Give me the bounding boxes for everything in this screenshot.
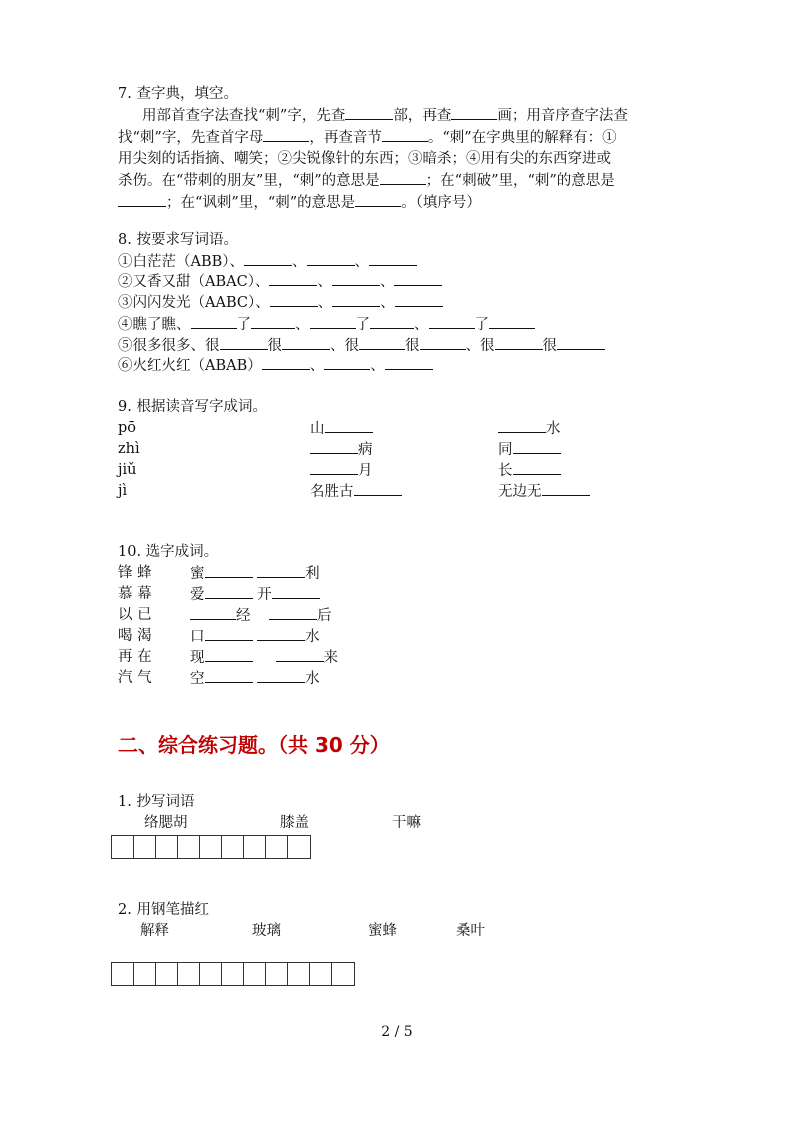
answer-blank[interactable] <box>557 335 605 350</box>
answer-blank[interactable] <box>269 605 317 620</box>
q8-label: ④瞧了瞧、 <box>118 317 191 333</box>
answer-blank[interactable] <box>220 335 268 350</box>
grid-cell[interactable] <box>288 836 310 858</box>
answer-blank[interactable] <box>380 170 426 185</box>
answer-blank[interactable] <box>276 647 324 662</box>
q8-sep: 、 <box>380 295 395 311</box>
answer-blank[interactable] <box>310 439 358 454</box>
q8-sep: 、 <box>295 317 310 333</box>
answer-blank[interactable] <box>118 192 166 207</box>
answer-blank[interactable] <box>205 647 253 662</box>
grid-cell[interactable] <box>244 963 266 985</box>
answer-blank[interactable] <box>370 314 414 329</box>
answer-blank[interactable] <box>205 668 253 683</box>
grid-cell[interactable] <box>244 836 266 858</box>
q9-item <box>498 439 561 460</box>
answer-blank[interactable] <box>429 314 475 329</box>
q8-sep: 、 <box>309 358 325 374</box>
answer-blank[interactable] <box>359 335 405 350</box>
grid-cell[interactable] <box>332 963 354 985</box>
answer-blank[interactable] <box>263 127 309 142</box>
q9-item <box>498 481 590 502</box>
answer-blank[interactable] <box>270 292 318 307</box>
q10-item <box>190 563 320 584</box>
q7-text: 用部首查字法查找“刺”字，先查 <box>142 108 346 124</box>
q8-sep: 、 <box>379 274 395 290</box>
q9-item <box>498 460 561 481</box>
q8-text: 了 <box>474 317 489 333</box>
q10-chars: 再 在 <box>118 649 152 665</box>
q8-sep: 、 <box>414 317 429 333</box>
q7-paragraph <box>118 105 676 214</box>
q7-text: ；在“刺破”里，“刺”的意思是 <box>425 173 615 189</box>
q8-text: 很 <box>267 338 282 354</box>
q10-char: 开 <box>257 587 272 603</box>
answer-blank[interactable] <box>244 251 292 266</box>
p2-word: 蜜蜂 <box>368 923 397 939</box>
grid-cell[interactable] <box>178 963 200 985</box>
q10-chars: 以 已 <box>118 607 152 623</box>
q9-char: 名胜古 <box>310 484 354 500</box>
q8-text: 很 <box>542 338 557 354</box>
answer-blank[interactable] <box>382 127 428 142</box>
q7-title: 7. 查字典，填空。 <box>118 86 238 102</box>
answer-blank[interactable] <box>332 292 380 307</box>
answer-blank[interactable] <box>251 314 295 329</box>
q8-text: 很 <box>480 338 495 354</box>
q9-pinyin: jì <box>118 483 128 499</box>
q8-sep: 、 <box>317 274 332 290</box>
answer-blank[interactable] <box>310 460 358 475</box>
q9-char: 月 <box>358 463 373 479</box>
q8-sep: 、 <box>317 295 333 311</box>
grid-cell[interactable] <box>266 836 288 858</box>
answer-blank[interactable] <box>307 251 355 266</box>
q8-text: 很 <box>344 338 359 354</box>
q7-text: 。“刺”在字典里的解释有：① <box>427 130 617 146</box>
q10-char: 现 <box>190 650 205 666</box>
page-number: 2 / 5 <box>381 1024 413 1040</box>
q10-item <box>190 647 338 668</box>
grid-cell[interactable] <box>222 963 244 985</box>
q10-char: 口 <box>190 629 205 645</box>
q10-char: 来 <box>323 650 339 666</box>
grid-cell[interactable] <box>222 836 244 858</box>
answer-blank[interactable] <box>205 563 253 578</box>
grid-cell[interactable] <box>178 836 200 858</box>
q10-item <box>190 668 320 689</box>
answer-blank[interactable] <box>513 439 561 454</box>
grid-cell[interactable] <box>112 963 134 985</box>
q9-item <box>310 460 373 481</box>
q9-char: 水 <box>546 421 561 437</box>
answer-blank[interactable] <box>257 668 305 683</box>
q10-char: 经 <box>236 608 251 624</box>
q8-label: ②又香又甜（ABAC）、 <box>118 274 270 290</box>
answer-blank[interactable] <box>191 314 237 329</box>
answer-blank[interactable] <box>542 481 590 496</box>
grid-cell[interactable] <box>134 836 156 858</box>
answer-blank[interactable] <box>324 355 370 370</box>
q9-pinyin: jiǔ <box>118 462 137 478</box>
q10-title: 10. 选字成词。 <box>118 544 219 560</box>
q10-char: 爱 <box>190 587 205 603</box>
grid-cell[interactable] <box>112 836 134 858</box>
q10-item <box>190 626 320 647</box>
answer-blank[interactable] <box>498 418 546 433</box>
answer-blank[interactable] <box>205 626 253 641</box>
answer-blank[interactable] <box>269 271 317 286</box>
q8-row-5 <box>118 335 605 356</box>
q8-row-2 <box>118 271 442 292</box>
q10-char: 蜜 <box>190 566 205 582</box>
q10-char: 后 <box>316 608 332 624</box>
answer-blank[interactable] <box>325 418 373 433</box>
answer-blank[interactable] <box>495 335 543 350</box>
answer-blank[interactable] <box>489 314 535 329</box>
answer-blank[interactable] <box>354 481 402 496</box>
q10-chars: 慕 幕 <box>118 586 152 602</box>
q7-text: 。（填序号） <box>401 195 481 211</box>
answer-blank[interactable] <box>355 192 401 207</box>
q9-char: 同 <box>498 442 513 458</box>
q8-sep: 、 <box>465 338 480 354</box>
q10-item <box>190 605 331 626</box>
answer-blank[interactable] <box>190 605 236 620</box>
q8-label: ⑥火红火红（ABAB） <box>118 358 262 374</box>
answer-blank[interactable] <box>257 626 305 641</box>
grid-cell[interactable] <box>310 963 332 985</box>
answer-blank[interactable] <box>282 335 330 350</box>
q7-text: 杀伤。在“带刺的朋友”里，“刺”的意思是 <box>118 173 380 189</box>
p2-title: 2. 用钢笔描红 <box>118 902 209 918</box>
q9-title: 9. 根据读音写字成词。 <box>118 399 267 415</box>
grid-cell[interactable] <box>266 963 288 985</box>
answer-blank[interactable] <box>369 251 417 266</box>
q10-item <box>190 584 320 605</box>
q9-item <box>310 481 402 502</box>
answer-blank[interactable] <box>420 335 466 350</box>
answer-blank[interactable] <box>205 584 253 599</box>
q7-text: ，再查音节 <box>309 130 382 146</box>
q8-row-6 <box>118 355 433 376</box>
q8-row-4 <box>118 314 535 335</box>
q8-sep: 、 <box>292 254 307 270</box>
q7-text: 找“刺”字，先查首字母 <box>118 130 264 146</box>
grid-cell[interactable] <box>156 963 178 985</box>
q10-chars: 喝 渴 <box>118 628 152 644</box>
q8-text: 很 <box>405 338 420 354</box>
answer-blank[interactable] <box>262 355 310 370</box>
answer-blank[interactable] <box>513 460 561 475</box>
grid-cell[interactable] <box>288 963 310 985</box>
q9-char: 无边无 <box>498 484 542 500</box>
q9-char: 山 <box>310 421 325 437</box>
p1-word: 干嘛 <box>392 815 421 831</box>
writing-grid[interactable] <box>111 962 355 986</box>
q8-text: 了 <box>355 317 370 333</box>
q7-text: 部，再查 <box>393 108 452 124</box>
q9-char: 病 <box>358 442 373 458</box>
grid-cell[interactable] <box>134 963 156 985</box>
q8-row-1 <box>118 251 417 272</box>
answer-blank[interactable] <box>451 105 497 120</box>
answer-blank[interactable] <box>310 314 356 329</box>
answer-blank[interactable] <box>395 292 443 307</box>
q10-char: 空 <box>190 671 205 687</box>
q7-text: 用尖刻的话指摘、嘲笑；②尖锐像针的东西；③暗杀；④用有尖的东西穿进或 <box>118 151 611 167</box>
grid-cell[interactable] <box>156 836 178 858</box>
q9-pinyin: zhì <box>118 441 140 457</box>
q8-label: ⑤很多很多、很 <box>118 338 220 354</box>
answer-blank[interactable] <box>345 105 393 120</box>
answer-blank[interactable] <box>272 584 320 599</box>
q8-row-3 <box>118 292 443 313</box>
q9-pinyin: pō <box>118 420 137 436</box>
q10-char: 水 <box>305 671 320 687</box>
q8-sep: 、 <box>370 358 385 374</box>
answer-blank[interactable] <box>394 271 442 286</box>
q10-chars: 汽 气 <box>118 670 152 686</box>
answer-blank[interactable] <box>257 563 305 578</box>
q7-text: 画；用音序查字法查 <box>497 108 628 124</box>
q9-char: 长 <box>498 463 513 479</box>
p2-word: 玻璃 <box>252 923 281 939</box>
q8-text: 了 <box>236 317 251 333</box>
q8-sep: 、 <box>354 254 370 270</box>
grid-cell[interactable] <box>200 836 222 858</box>
section-heading: 二、综合练习题。（共 30 分） <box>118 733 390 757</box>
q7-text: ；在“讽刺”里，“刺”的意思是 <box>166 195 356 211</box>
q8-label: ③闪闪发光（AABC）、 <box>118 295 270 311</box>
writing-grid[interactable] <box>111 835 311 859</box>
q8-title: 8. 按要求写词语。 <box>118 232 238 248</box>
q10-char: 利 <box>305 566 320 582</box>
grid-cell[interactable] <box>200 963 222 985</box>
q8-sep: 、 <box>330 338 345 354</box>
q10-chars: 锋 蜂 <box>118 565 152 581</box>
q9-item <box>498 418 561 439</box>
p1-word: 络腮胡 <box>144 815 188 831</box>
q8-label: ①白茫茫（ABB）、 <box>118 254 245 270</box>
p2-word: 桑叶 <box>456 923 485 939</box>
q10-char: 水 <box>305 629 320 645</box>
q9-item <box>310 439 373 460</box>
answer-blank[interactable] <box>332 271 380 286</box>
answer-blank[interactable] <box>385 355 433 370</box>
p1-title: 1. 抄写词语 <box>118 794 195 810</box>
p1-word: 膝盖 <box>280 815 309 831</box>
q9-item <box>310 418 373 439</box>
p2-word: 解释 <box>140 923 169 939</box>
